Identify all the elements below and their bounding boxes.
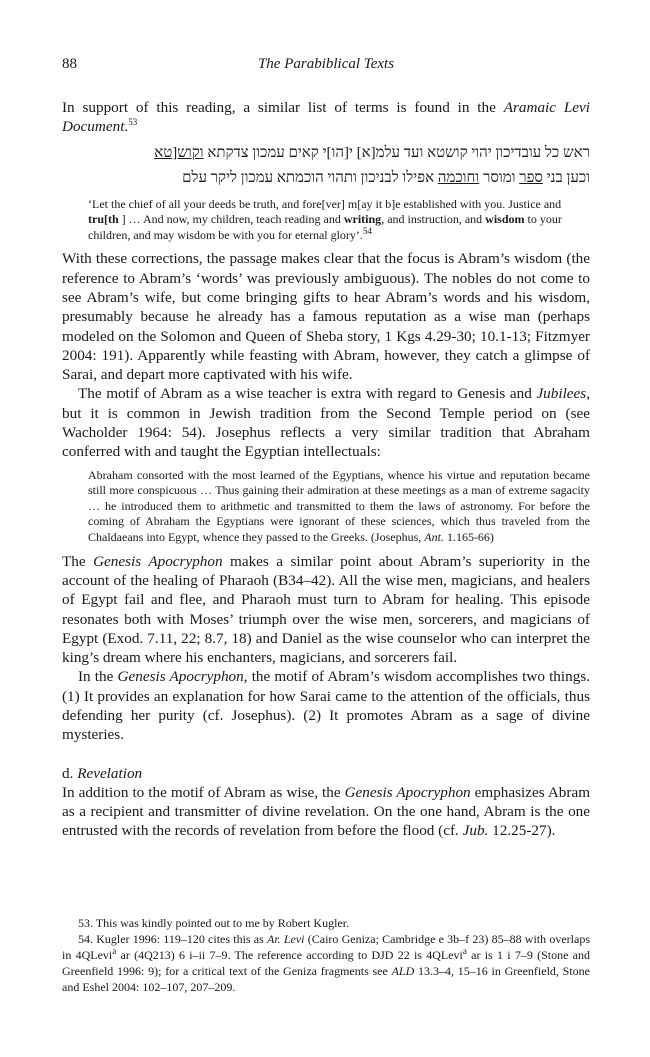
paragraph-wise-teacher: The motif of Abram as a wise teacher is extra with regard to Genesis and Jubilees, but it is common in Jewish tradition from the Second Temple period on (see Wacholder 1964: 54). Josephus reflects a very similar tradition that Abraham conferred with and taught the Egyptian intellectuals: — [62, 385, 590, 461]
paragraph-corrections: With these corrections, the passage makes clear that the focus is Abram’s wisdom (the reference to Abram’s ‘words’ was previously ambiguous). The nobles do not come to see Abram’s wife, but come bringing gifts to hear Abram’s words and his wisdom, presumably because he already has a famous reputation as a wise man (perhaps modeled on the Solomon and Queen of Sheba story, 1 Kgs 4.29-30; 10.1-13; Fitzmyer 2004: 191). Apparently while feasting with Abram, however, they catch a glimpse of Sarai, and depart more captivated with his wife. — [62, 250, 590, 384]
hebrew-quotation — [122, 141, 590, 191]
hebrew-line-1: ראש כל עובדיכון יהוי קושטא ועד עלמ[א] י[הו]י קאים עמכון צדקתא וקוש[טא — [154, 144, 590, 161]
paragraph-two-things: In the Genesis Apocryphon, the motif of Abram’s wisdom accomplishes two things. (1) It provides an explanation for how Sarai came to the attention of the officials, thus defending her purity (cf. Josephus). (2) It promotes Abram as a sage of divine mysteries. — [62, 668, 590, 744]
aramaic-levi-title: Aramaic Levi Document — [62, 99, 590, 136]
page-number: 88 — [62, 56, 77, 72]
paragraph-healing-pharaoh: The Genesis Apocryphon makes a similar point about Abram’s superiority in the account of the healing of Pharaoh (B34–42). All the wise men, magicians, and healers of Egypt fail and flee, and Pharaoh must turn to Abram for healing. This episode resonates both with Moses’ triumph over the wise men, sorcerers, and magicians of Egypt (Exod. 7.11, 22; 8.7, 18) and Daniel as the wise counselor who can interpret the king’s dream where his enchanters, magicians, and sorcerers fail. — [62, 552, 590, 667]
paragraph-revelation: In addition to the motif of Abram as wise, the Genesis Apocryphon emphasizes Abram as a recipient and transmitter of divine revelation. On the one hand, Abram is the one entrusted with the records of revelation from before the flood (cf. Jub. 12.25-27). — [62, 783, 591, 840]
section-heading-revelation: d. Revelation — [62, 764, 143, 782]
footnote-53: 53. This was kindly pointed out to me by Robert Kugler. — [78, 916, 350, 930]
running-title: The Parabiblical Texts — [257, 56, 395, 72]
page-header — [62, 56, 590, 78]
footnotes — [62, 915, 590, 995]
footnote-ref-53[interactable]: 53 — [128, 117, 138, 128]
intro-paragraph: In support of this reading, a similar list of terms is found in the Aramaic Levi Document.$^{53}$ — [62, 99, 590, 136]
josephus-block-quote: Abraham consorted with the most learned of the Egyptians, whence his virtue and reputation became still more conspicuous … Thus gaining their admiration at these meetings as a man of extreme sagacity … he introduced them to arithmetic and transmitted to them the laws of astronomy. For before the coming of Abraham the Egyptians were ignorant of these sciences, which thus traveled from the Chaldaeans into Egypt, whence they passed to the Greeks. (Josephus, Ant. 1.165-66) — [88, 467, 590, 545]
translation-quote: ‘Let the chief of all your deeds be truth, and fore[ver] m[ay it b]e established with you. Justice and tru[th ] … And now, my children, teach reading and writing, and instruction, and wisdom to your children, and may wisdom be with you for eternal glory’.$^{54}$ — [88, 196, 562, 242]
hebrew-line-2: וכען בני ספר ומוסר וחוכמה אפילו לבניכון ותהוי הוכמתא עמכון ליקר עלם — [182, 169, 590, 186]
footnote-ref-54[interactable]: 54 — [362, 225, 372, 236]
footnote-54: 54. Kugler 1996: 119–120 cites this as Ar. Levi (Cairo Geniza; Cambridge e 3b–f 23) 85–88 with overlaps in 4QLevi$^a$ ar (4Q213) 6 i–ii 7–9. The reference according to DJD 22 is 4QLevi$^a$ ar is 1 i 7–9 (Stone and Greenfield 1996: 9); for a critical text of the Geniza fragments see ALD 13.3–4, 15–16 in Greenfield, Stone and Eshel 2004: 102–107, 207–209. — [62, 932, 590, 994]
page-body — [62, 56, 590, 841]
